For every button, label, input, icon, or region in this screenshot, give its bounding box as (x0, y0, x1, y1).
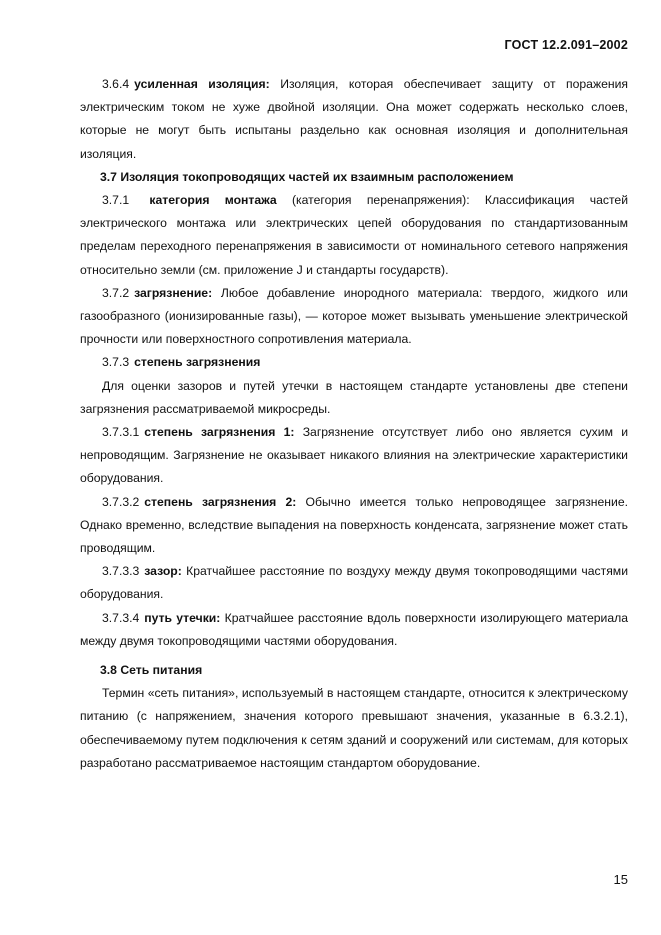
section-title: Изоляция токопроводящих частей их взаимным расположением (120, 169, 514, 184)
clause-3-7-3-4 (80, 607, 628, 653)
clause-number: 3.7.3.1 (102, 425, 140, 440)
section-heading-3-8 (80, 659, 628, 682)
paragraph-power-supply: Термин «сеть питания», используемый в настоящем стандарте, относится к электрическому питанию (с напряжением, значения которого превышают значения, указанные в 6.3.2.1), обеспечиваемому путем подключения к сетям зданий и сооружений или системам, для которых разработано рассматриваемое настоящим стандартом оборудование. (80, 686, 628, 770)
clause-text: Кратчайшее расстояние по воздуху между двумя токопроводящими частями оборудования. (80, 564, 628, 602)
clause-number: 3.7.2 (102, 285, 130, 300)
clause-number: 3.7.3 (102, 355, 130, 370)
document-body (80, 73, 628, 775)
clause-text: Обычно имеется только непроводящее загрязнение. Однако временно, вследствие выпадения на поверхность конденсата, загрязнение может стать проводящим. (80, 494, 628, 556)
clause-number: 3.7.3.3 (102, 564, 140, 579)
section-title: Сеть питания (120, 663, 203, 678)
page-number: 15 (613, 872, 628, 887)
clause-3-7-1 (80, 189, 628, 282)
clause-term: загрязнение: (134, 285, 213, 300)
clause-term: степень загрязнения 1: (144, 425, 295, 440)
clause-term: степень загрязнения 2: (144, 494, 297, 509)
clause-3-6-4 (80, 73, 628, 166)
clause-3-7-3-1 (80, 421, 628, 491)
clause-3-7-3-2 (80, 491, 628, 561)
clause-number: 3.7.1 (102, 193, 130, 208)
clause-number: 3.6.4 (102, 77, 130, 91)
clause-number: 3.7.3.4 (102, 610, 140, 625)
clause-3-7-3-3 (80, 560, 628, 606)
clause-term: степень загрязнения (134, 355, 261, 370)
clause-term: путь утечки: (144, 610, 221, 625)
section-number: 3.7 (100, 169, 117, 184)
clause-term: категория монтажа (149, 193, 277, 208)
clause-text: Любое добавление инородного материала: твердого, жидкого или газообразного (ионизированные газы), — которое может вызывать уменьшение электрической прочности или поверхностного сопротивления материала. (80, 285, 628, 347)
clause-text: Изоляция, которая обеспечивает защиту от поражения электрическим током не хуже двойной изоляции. Она может содержать несколько слоев, которые не могут быть испытаны раздельно как основная изоляция и дополнительная изоляция. (80, 77, 629, 161)
clause-term: усиленная изоляция: (134, 77, 270, 91)
section-heading-3-7 (80, 166, 628, 189)
clause-text: Кратчайшее расстояние вдоль поверхности изолирующего материала между двумя токопроводящими частями оборудования. (80, 610, 629, 648)
clause-term: зазор: (144, 564, 182, 579)
section-number: 3.8 (100, 663, 117, 678)
clause-3-7-2 (80, 282, 628, 352)
clause-number: 3.7.3.2 (102, 494, 140, 509)
clause-3-7-3 (80, 351, 628, 374)
page-header-standard-code: ГОСТ 12.2.091–2002 (504, 38, 628, 52)
clause-text: (категория перенапряжения): Классификация частей электрического монтажа или электрических цепей оборудования по стандартизованным пределам переходного перенапряжения в зависимости от номинального сетевого напряжения относительно земли (см. приложение J и стандарты государств). (80, 193, 629, 277)
clause-text: Загрязнение отсутствует либо оно является сухим и непроводящим. Загрязнение не оказывает никакого влияния на электрические характеристики оборудования. (80, 425, 629, 486)
paragraph-pollution-degrees: Для оценки зазоров и путей утечки в настоящем стандарте установлены две степени загрязнения рассматриваемой микросреды. (80, 378, 628, 416)
